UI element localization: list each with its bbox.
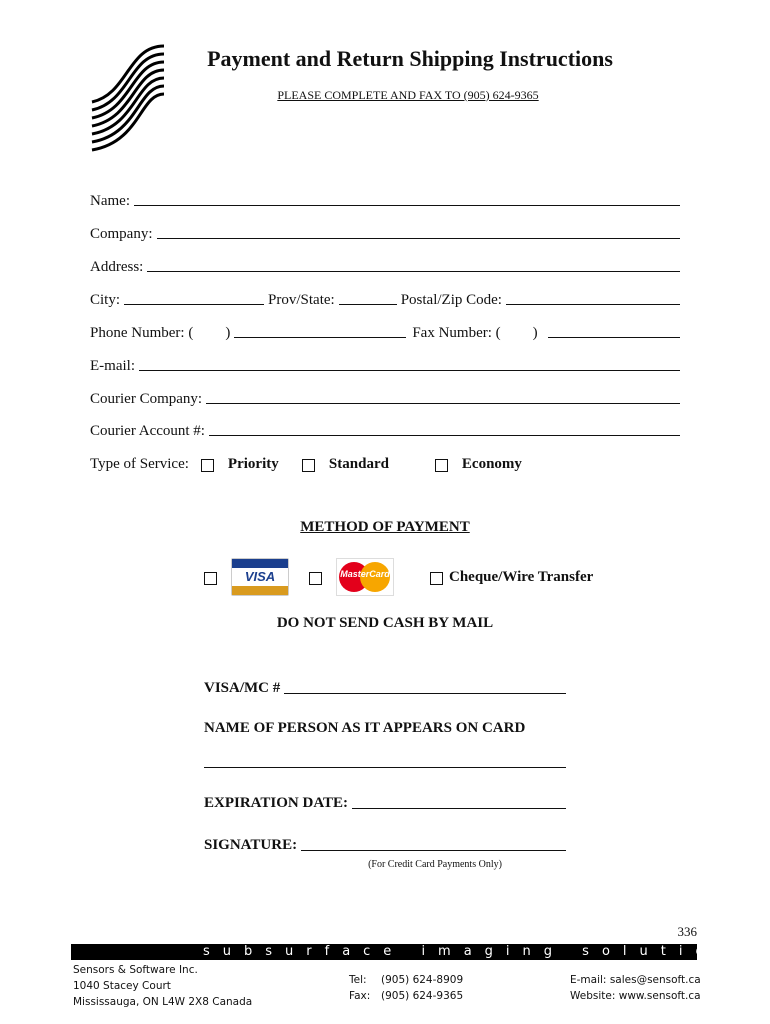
mastercard-logo xyxy=(336,558,394,596)
company-label: Company: xyxy=(90,226,153,242)
name-field[interactable] xyxy=(134,204,680,206)
footer-contact xyxy=(570,972,701,1004)
visa-logo xyxy=(231,558,289,596)
expiration-label: EXPIRATION DATE: xyxy=(204,795,349,811)
email-row xyxy=(90,355,680,375)
name-row xyxy=(90,190,680,210)
fax-close: ) xyxy=(532,325,538,341)
mastercard-logo-text: MasterCard xyxy=(340,569,390,579)
cheque-label: Cheque/Wire Transfer xyxy=(449,568,594,585)
page-title: Payment and Return Shipping Instructions xyxy=(207,46,613,71)
name-label: Name: xyxy=(90,193,130,209)
footer-phones xyxy=(349,972,463,1004)
footer-fax: (905) 624-9365 xyxy=(381,990,464,1002)
no-cash-warning: DO NOT SEND CASH BY MAIL xyxy=(276,615,494,631)
company-row xyxy=(90,223,680,243)
visa-logo-text: VISA xyxy=(244,569,276,584)
footer-banner: subsurface imaging solutions xyxy=(71,944,697,960)
city-row xyxy=(90,289,680,309)
courier-company-label: Courier Company: xyxy=(90,391,203,407)
footer-company: Sensors & Software Inc. xyxy=(73,964,198,976)
fax-field[interactable] xyxy=(548,336,680,338)
courier-company-row xyxy=(90,388,680,408)
postal-field[interactable] xyxy=(506,303,680,305)
signature-label: SIGNATURE: xyxy=(204,837,298,853)
payment-heading: METHOD OF PAYMENT xyxy=(300,519,470,535)
footer-tel: (905) 624-8909 xyxy=(381,974,464,986)
courier-account-label: Courier Account #: xyxy=(90,423,205,439)
postal-label: Postal/Zip Code: xyxy=(400,292,502,308)
footer-email[interactable]: sales@sensoft.ca xyxy=(609,974,701,986)
footer-website[interactable]: www.sensoft.ca xyxy=(618,990,701,1002)
footer-fax-label: Fax: xyxy=(349,990,371,1002)
phone-field[interactable] xyxy=(234,336,406,338)
footer-website-label: Website: xyxy=(570,990,616,1002)
phone-close: ) xyxy=(225,325,231,341)
courier-account-field[interactable] xyxy=(209,434,680,436)
credit-card-note: (For Credit Card Payments Only) xyxy=(368,859,502,870)
address-label: Address: xyxy=(90,259,144,275)
visa-checkbox[interactable] xyxy=(204,572,217,585)
courier-company-field[interactable] xyxy=(206,402,680,404)
card-number-label: VISA/MC # xyxy=(204,680,281,696)
service-label: Type of Service: xyxy=(90,456,189,472)
priority-label: Priority xyxy=(227,456,279,472)
economy-checkbox[interactable] xyxy=(435,459,448,472)
address-field[interactable] xyxy=(147,270,680,272)
name-on-card-field[interactable] xyxy=(204,767,566,768)
fax-label: Fax Number: ( xyxy=(412,325,501,341)
city-label: City: xyxy=(90,292,121,308)
company-field[interactable] xyxy=(157,237,681,239)
signature-field[interactable] xyxy=(301,849,566,851)
name-on-card-label: NAME OF PERSON AS IT APPEARS ON CARD xyxy=(204,720,526,736)
phone-row xyxy=(90,322,680,342)
email-label: E-mail: xyxy=(90,358,135,374)
prov-label: Prov/State: xyxy=(268,292,335,308)
payment-methods xyxy=(204,557,593,597)
card-number-field[interactable] xyxy=(284,692,566,694)
economy-label: Economy xyxy=(461,456,522,472)
courier-account-row xyxy=(90,420,680,440)
mastercard-checkbox[interactable] xyxy=(309,572,322,585)
city-field[interactable] xyxy=(124,303,264,305)
card-number-row xyxy=(204,677,566,697)
standard-label: Standard xyxy=(328,456,389,472)
email-field[interactable] xyxy=(139,369,680,371)
service-type-row xyxy=(90,456,522,473)
footer-street: 1040 Stacey Court xyxy=(73,980,171,992)
fax-instruction: PLEASE COMPLETE AND FAX TO (905) 624-9365 xyxy=(277,88,539,102)
footer-email-label: E-mail: xyxy=(570,974,607,986)
address-row xyxy=(90,256,680,276)
priority-checkbox[interactable] xyxy=(201,459,214,472)
signature-row xyxy=(204,834,566,854)
cheque-checkbox[interactable] xyxy=(430,572,443,585)
phone-label: Phone Number: ( xyxy=(90,325,194,341)
expiration-row xyxy=(204,792,566,812)
prov-field[interactable] xyxy=(339,303,397,305)
footer-address xyxy=(73,962,252,1010)
expiration-field[interactable] xyxy=(352,807,566,809)
standard-checkbox[interactable] xyxy=(302,459,315,472)
footer-city: Mississauga, ON L4W 2X8 Canada xyxy=(73,996,253,1008)
page-number: 336 xyxy=(677,924,697,939)
footer-tel-label: Tel: xyxy=(349,974,367,986)
